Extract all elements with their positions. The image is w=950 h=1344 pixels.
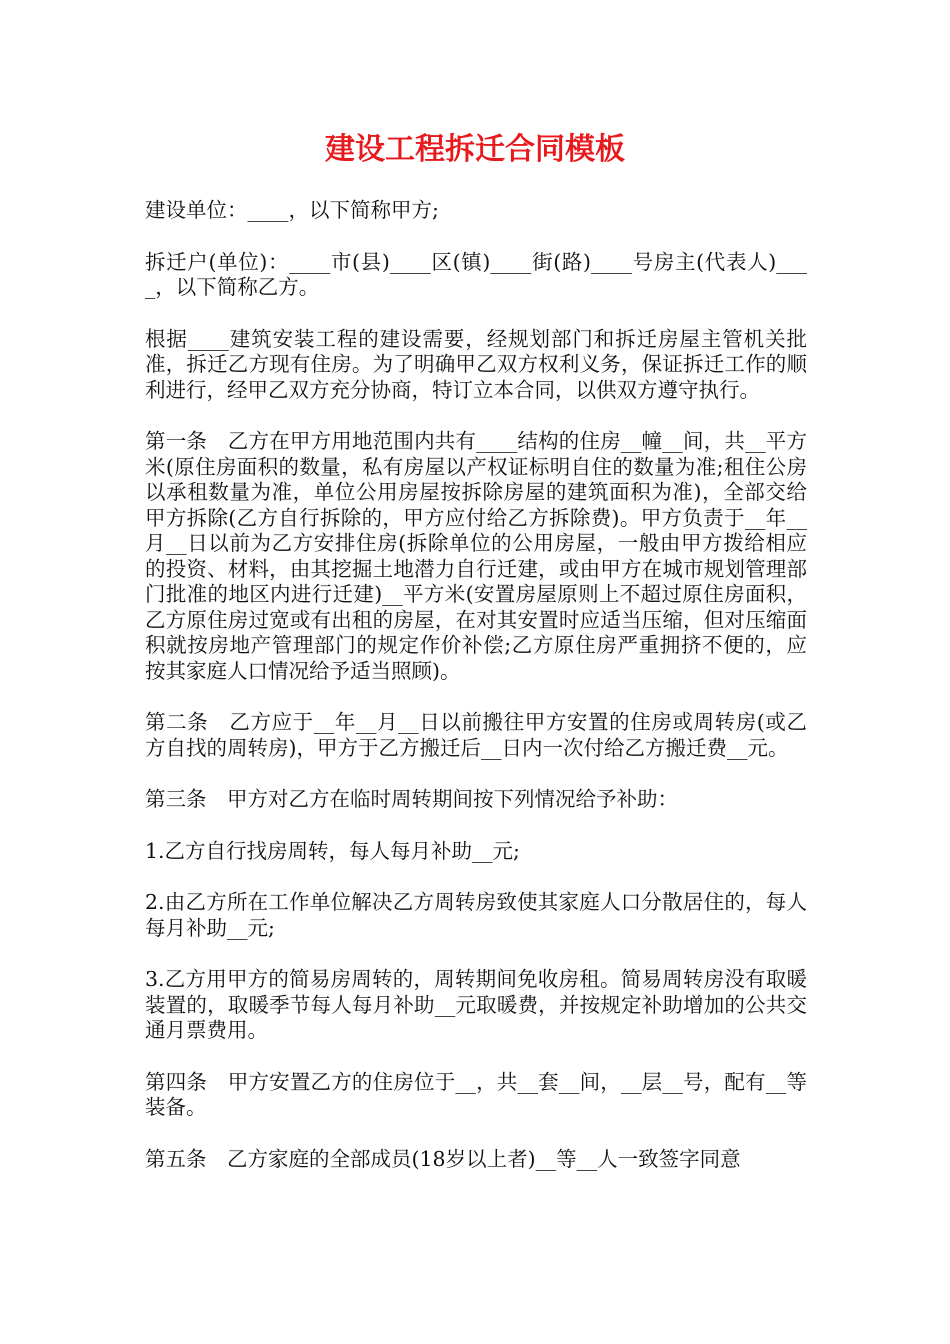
document-body	[145, 198, 807, 1198]
paragraph-article-1: 第一条 乙方在甲方用地范围内共有____结构的住房__幢__间，共__平方米(原住房面积的数量，私有房屋以产权证标明自住的数量为准;租住公房以承租数量为准，单位公用房屋按拆除房屋的建筑面积为准)，全部交给甲方拆除(乙方自行拆除的，甲方应付给乙方拆除费)。甲方负责于__年__月__日以前为乙方安排住房(拆除单位的公用房屋，一般由甲方拨给相应的投资、材料，由其挖掘土地潜力自行迁建，或由甲方在城市规划管理部门批准的地区内进行迁建)__平方米(安置房屋原则上不超过原住房面积，乙方原住房过宽或有出租的房屋，在对其安置时应适当压缩，但对压缩面积就按房地产管理部门的规定作价补偿;乙方原住房严重拥挤不便的，应按其家庭人口情况给予适当照顾)。	[145, 429, 807, 683]
paragraph-article-5: 第五条 乙方家庭的全部成员(18岁以上者)__等__人一致签字同意	[145, 1146, 741, 1171]
paragraph-article-3: 第三条 甲方对乙方在临时周转期间按下列情况给予补助：	[145, 787, 678, 811]
paragraph-party-a: 建设单位：____，以下简称甲方;	[145, 198, 439, 222]
paragraph-preamble: 根据____建筑安装工程的建设需要，经规划部门和拆迁房屋主管机关批准，拆迁乙方现有住房。为了明确甲乙双方权利义务，保证拆迁工作的顺利进行，经甲乙双方充分协商，特订立本合同，以供双方遵守执行。	[145, 326, 807, 402]
document-title: 建设工程拆迁合同模板	[325, 132, 625, 167]
paragraph-item-2: 2.由乙方所在工作单位解决乙方周转房致使其家庭人口分散居住的，每人每月补助__元;	[145, 890, 807, 940]
paragraph-article-2: 第二条 乙方应于__年__月__日以前搬往甲方安置的住房或周转房(或乙方自找的周转房)，甲方于乙方搬迁后__日内一次付给乙方搬迁费__元。	[145, 710, 807, 760]
paragraph-item-3: 3.乙方用甲方的简易房周转的，周转期间免收房租。简易周转房没有取暖装置的，取暖季节每人每月补助__元取暖费，并按规定补助增加的公共交通月票费用。	[145, 967, 807, 1042]
paragraph-article-4: 第四条 甲方安置乙方的住房位于__，共__套__间，__层__号，配有__等装备。	[145, 1069, 807, 1119]
paragraph-party-b: 拆迁户(单位)：____市(县)____区(镇)____街(路)____号房主(代表人)____，以下简称乙方。	[145, 249, 807, 299]
paragraph-item-1: 1.乙方自行找房周转，每人每月补助__元;	[145, 838, 520, 863]
